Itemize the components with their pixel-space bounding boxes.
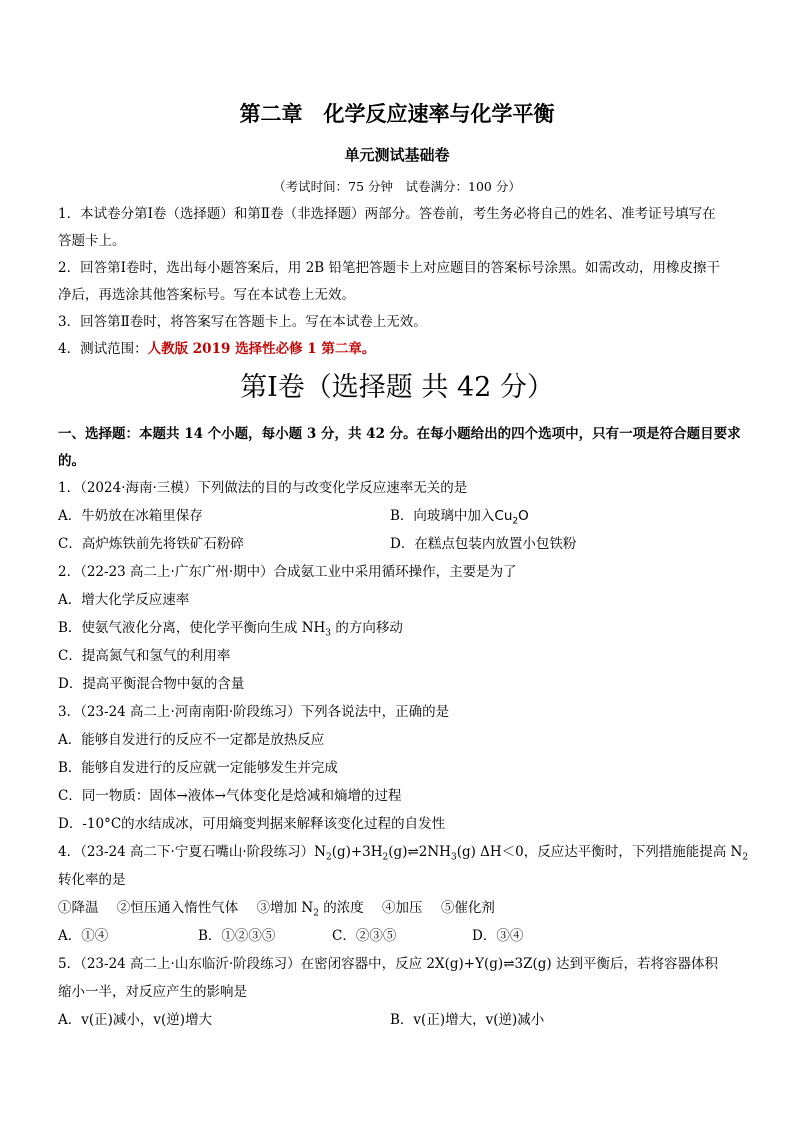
q4-measure-2: ②恒压通入惰性气体 (116, 900, 239, 916)
q4-option-d: D．③④ (472, 928, 524, 944)
q3-option-c: C．同一物质：固体→液体→气体变化是焓减和熵增的过程 (58, 788, 402, 804)
q1-formula-sub: 2 (512, 516, 519, 527)
q1-stem: 1．（2024·海南·三模）下列做法的目的与改变化学反应速率无关的是 (58, 480, 468, 496)
q4-option-b: B．①②③⑤ (198, 928, 276, 944)
q4-sub-h2: 2 (382, 852, 389, 863)
q2-option-b-sub: 3 (325, 628, 332, 639)
q4-stem-c: (g)⇌2NH (388, 844, 451, 860)
q4-stem-a: 4．（23-24 高二下·宁夏石嘴山·阶段练习）N (58, 844, 326, 860)
q4-measure-5: ⑤催化剂 (440, 900, 495, 916)
q1-option-b (390, 507, 529, 525)
q5-stem-b: 缩小一半，对反应产生的影响是 (58, 984, 247, 1000)
q4-sub-nh3: 3 (450, 852, 457, 863)
test-scope: 人教版 2019 选择性必修 1 第二章。 (147, 341, 376, 357)
q3-option-b: B．能够自发进行的反应就一定能够发生并完成 (58, 760, 338, 776)
instruction-1a: 1．本试卷分第Ⅰ卷（选择题）和第Ⅱ卷（非选择题）两部分。答卷前，考生务必将自己的姓名、准考证号填写在 (58, 206, 716, 222)
q4-measures (58, 899, 509, 917)
q1-option-a: A．牛奶放在冰箱里保存 (58, 508, 203, 524)
q5-option-a: A．v(正)减小，v(逆)增大 (58, 1012, 213, 1028)
q1-formula-cu: Cu (494, 508, 513, 524)
exam-info: （考试时间：75 分钟 试卷满分：100 分） (273, 179, 521, 194)
q3-stem: 3．（23-24 高二上·河南南阳·阶段练习）下列各说法中，正确的是 (58, 704, 450, 720)
q1-option-c: C．高炉炼铁前先将铁矿石粉碎 (58, 536, 244, 552)
instruction-4-prefix: 4．测试范围： (58, 341, 148, 357)
q4-stem-line2: 转化率的是 (58, 872, 126, 888)
q2-stem: 2．（22-23 高二上·广东广州·期中）合成氨工业中采用循环操作，主要是为了 (58, 564, 517, 580)
q4-stem (58, 843, 748, 861)
q1-formula-o: O (518, 508, 529, 524)
q3-option-a: A．能够自发进行的反应不一定都是放热反应 (58, 732, 325, 748)
q5-option-b: B．v(正)增大，v(逆)减小 (390, 1012, 545, 1028)
instruction-2a: 2．回答第Ⅰ卷时，选出每小题答案后，用 2B 铅笔把答题卡上对应题目的答案标号涂黑。如需改动，用橡皮擦干 (58, 260, 721, 276)
part1-intro-a: 一、选择题：本题共 14 个小题，每小题 3 分，共 42 分。在每小题给出的四个选项中，只有一项是符合题目要求 (58, 426, 741, 442)
q1-option-b-text: B．向玻璃中加入 (390, 508, 495, 524)
page-subtitle: 单元测试基础卷 (344, 146, 450, 164)
q1-row2 (58, 535, 758, 553)
q2-option-b-suffix: 的方向移动 (331, 620, 403, 636)
q4-measure-1: ①降温 (58, 900, 99, 916)
part1-intro-b: 的。 (58, 453, 85, 469)
instruction-3: 3．回答第Ⅱ卷时，将答案写在答题卡上。写在本试卷上无效。 (58, 314, 427, 330)
q4-measure-3-b: 的浓度 (318, 900, 364, 916)
instruction-1b: 答题卡上。 (58, 233, 126, 249)
q1-row1 (58, 507, 758, 525)
section-title: 第Ⅰ卷（选择题 共 42 分） (240, 372, 554, 403)
q4-measure-3-a: ③增加 N (256, 900, 314, 916)
q5-stem-a: 5．（23-24 高二上·山东临沂·阶段练习）在密闭容器中，反应 2X(g)+Y(g)⇌3Z(g) 达到平衡后，若将容器体积 (58, 956, 718, 972)
q4-sub-n2b: 2 (742, 852, 749, 863)
instruction-4 (58, 340, 375, 358)
q2-option-a: A．增大化学反应速率 (58, 592, 190, 608)
q3-option-d: D．-10°C的水结成冰，可用熵变判据来解释该变化过程的自发性 (58, 816, 446, 832)
q2-option-c: C．提高氮气和氢气的利用率 (58, 648, 231, 664)
q4-measure-4: ④加压 (382, 900, 423, 916)
q4-stem-d: (g) ΔH＜0，反应达平衡时，下列措施能提高 N (456, 844, 743, 860)
page-title: 第二章 化学反应速率与化学平衡 (239, 101, 555, 126)
q4-sub-n2: 2 (325, 852, 332, 863)
q4-stem-b: (g)+3H (331, 844, 383, 860)
q1-option-d: D．在糕点包装内放置小包铁粉 (390, 536, 577, 552)
q4-measure-3-sub: 2 (313, 908, 319, 919)
q2-option-d: D．提高平衡混合物中氨的含量 (58, 676, 245, 692)
q5-row1 (58, 1011, 758, 1029)
q2-option-b-text: B．使氨气液化分离，使化学平衡向生成 NH (58, 620, 326, 636)
q4-option-a: A．①④ (58, 928, 109, 944)
q4-measure-3 (257, 899, 364, 917)
q2-option-b (58, 619, 403, 637)
instruction-2b: 净后，再选涂其他答案标号。写在本试卷上无效。 (58, 287, 355, 303)
q4-option-c: C．②③⑤ (332, 928, 397, 944)
